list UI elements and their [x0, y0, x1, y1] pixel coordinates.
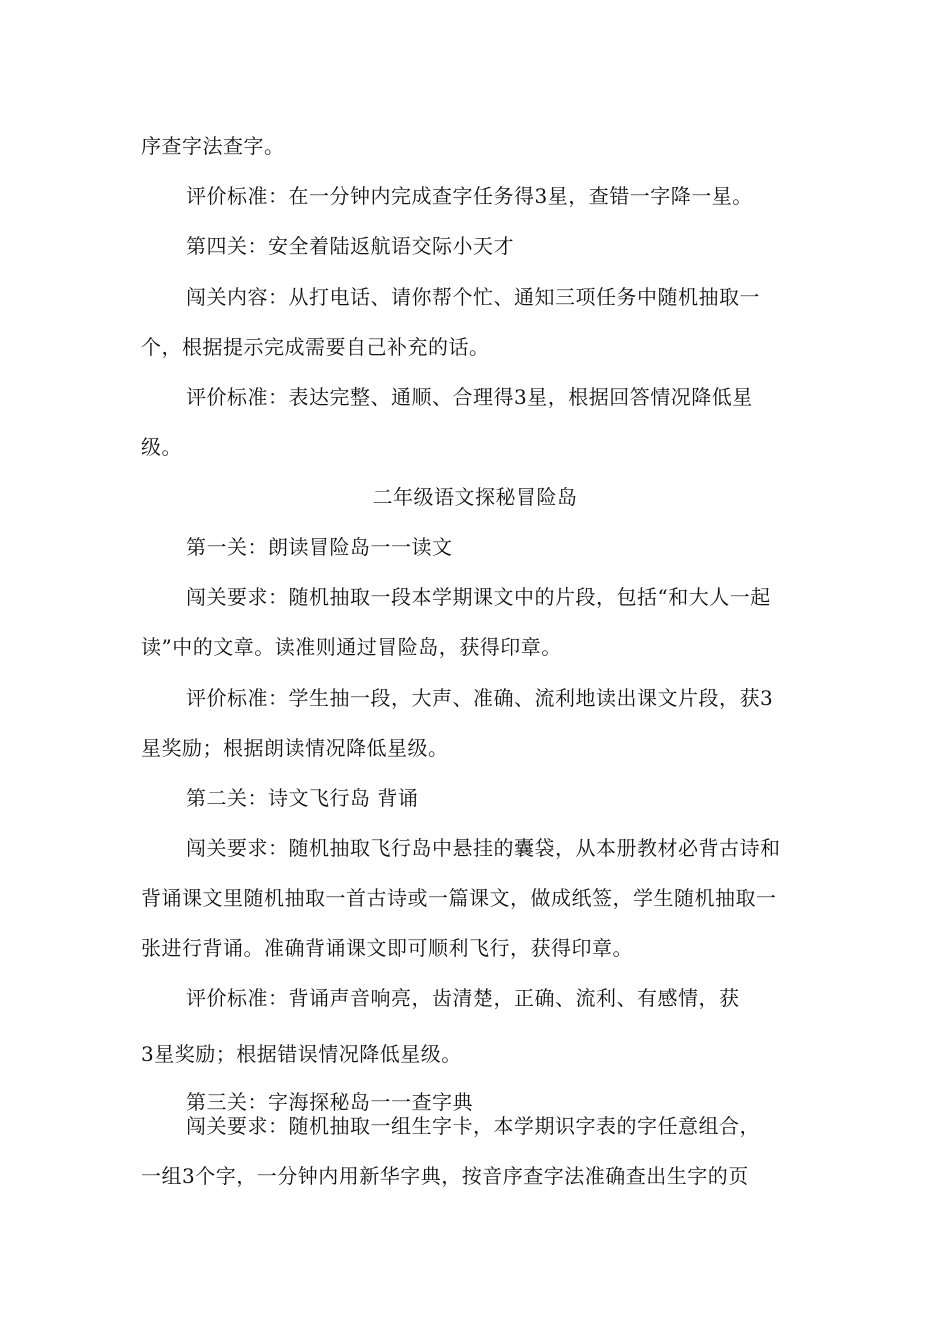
- level-requirement: 闯关要求：随机抽取一组生字卡，本学期识字表的字任意组合，: [186, 1114, 760, 1138]
- evaluation-standard: 评价标准：背诵声音响亮，齿清楚，正确、流利、有感情，获: [186, 986, 740, 1010]
- evaluation-standard-continuation: 3星奖励；根据错误情况降低星级。: [141, 1042, 462, 1066]
- evaluation-standard: 评价标准：表达完整、通顺、合理得3星，根据回答情况降低星: [186, 385, 753, 409]
- level-heading: 第三关：字海探秘岛一一查字典: [186, 1090, 473, 1114]
- evaluation-standard-continuation: 级。: [141, 435, 182, 459]
- level-content: 闯关内容：从打电话、请你帮个忙、通知三项任务中随机抽取一: [186, 285, 760, 309]
- level-content-continuation: 个，根据提示完成需要自己补充的话。: [141, 335, 490, 359]
- section-title: 二年级语文探秘冒险岛: [372, 485, 578, 509]
- evaluation-standard: 评价标准：学生抽一段，大声、准确、流利地读出课文片段，获3: [186, 686, 774, 710]
- level-heading: 第二关：诗文飞行岛 背诵: [186, 786, 419, 810]
- level-heading: 第一关：朗读冒险岛一一读文: [186, 535, 453, 559]
- level-requirement-continuation: 一组3个字，一分钟内用新华字典，按音序查字法准确查出生字的页: [141, 1164, 749, 1188]
- evaluation-standard: 评价标准：在一分钟内完成查字任务得3星，查错一字降一星。: [186, 184, 753, 208]
- level-requirement-continuation: 背诵课文里随机抽取一首古诗或一篇课文，做成纸签，学生随机抽取一: [141, 886, 777, 910]
- level-requirement-continuation: 读”中的文章。读准则通过冒险岛，获得印章。: [141, 635, 562, 659]
- evaluation-standard-continuation: 星奖励；根据朗读情况降低星级。: [141, 736, 449, 760]
- paragraph-continuation: 序查字法查字。: [141, 134, 285, 158]
- level-requirement-continuation: 张进行背诵。准确背诵课文即可顺利飞行，获得印章。: [141, 936, 633, 960]
- level-heading: 第四关：安全着陆返航语交际小天才: [186, 234, 514, 258]
- level-requirement: 闯关要求：随机抽取一段本学期课文中的片段，包括“和大人一起: [186, 585, 771, 609]
- level-requirement: 闯关要求：随机抽取飞行岛中悬挂的囊袋，从本册教材必背古诗和: [186, 836, 781, 860]
